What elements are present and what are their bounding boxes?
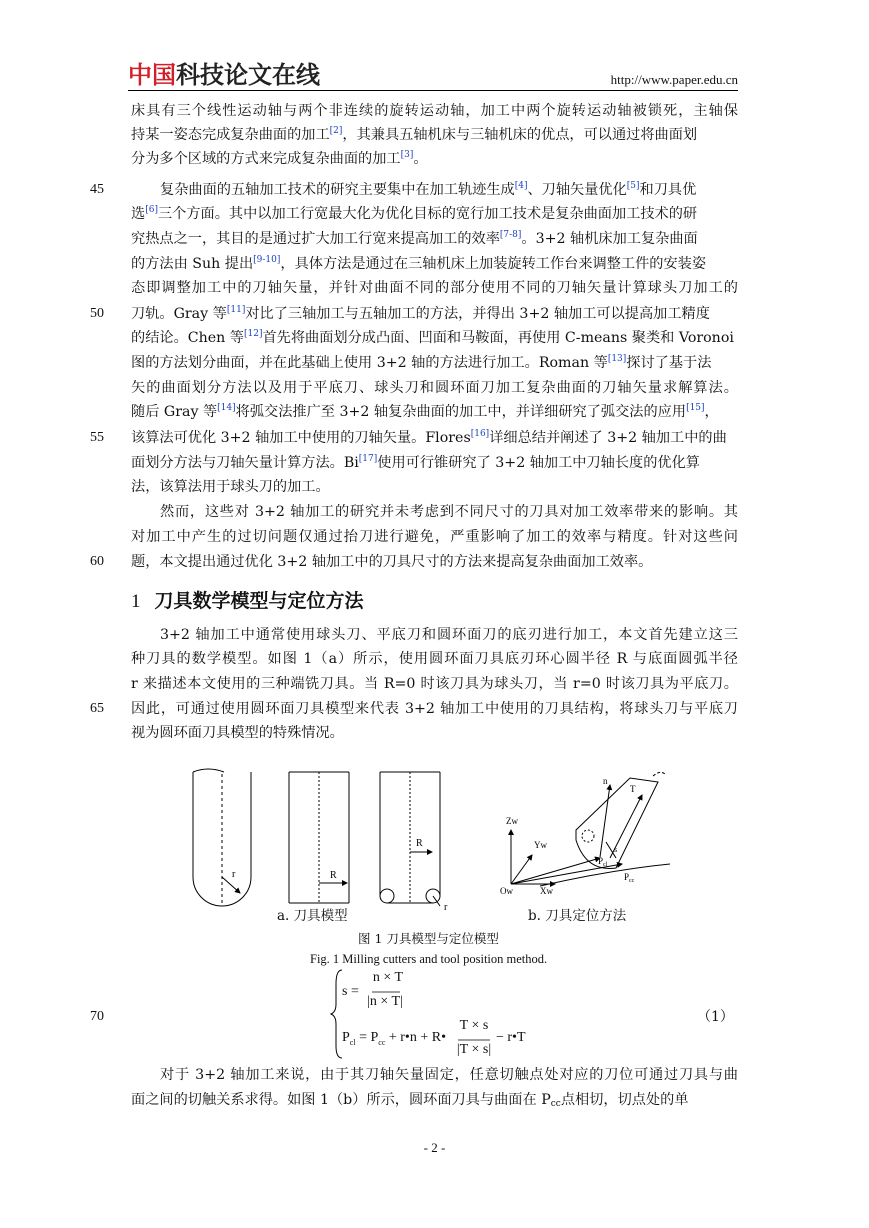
citation[interactable]: [9-10] [253, 255, 281, 265]
label-Pcl: $P_{cl}$ [598, 856, 608, 868]
citation[interactable]: [14] [217, 403, 236, 413]
equation-brace [330, 964, 550, 1064]
citation[interactable]: [16] [470, 429, 490, 439]
section-number: 1 [131, 591, 141, 612]
section-title: 刀具数学模型与定位方法 [154, 590, 364, 612]
citation[interactable]: [12] [243, 329, 263, 339]
body-line: 选[6]三个方面。其中以加工行宽最大化为优化目标的宽行加工技术是复杂曲面加工技术的研 [131, 205, 698, 222]
body-line: 的方法由 Suh 提出[9-10]，具体方法是通过在三轴机床上加装旋转工作台来调整工件的安装姿 [131, 255, 707, 272]
body-line: 因此，可通过使用圆环面刀具模型来代表 3+2 轴加工中使用的刀具结构，将球头刀与平底刀 [131, 701, 738, 717]
label-s: s [614, 845, 618, 854]
line-number: 65 [90, 701, 104, 716]
line-number: 45 [90, 182, 104, 197]
header-url[interactable]: http://www.paper.edu.cn [610, 72, 738, 87]
eq-s-lhs: s = [342, 984, 359, 999]
line-number: 60 [90, 554, 104, 569]
eq-p-num: T × s [459, 1018, 489, 1033]
citation[interactable]: [17] [358, 454, 378, 464]
equation-number: （1） [697, 1009, 734, 1025]
ball-end-cutter [193, 769, 251, 906]
body-line: r 来描述本文使用的三种端铣刀具。当 R=0 时该刀具为球头刀，当 r=0 时该刀具为平底刀。 [131, 676, 738, 692]
flat-end-cutter [289, 772, 349, 903]
logo-dark-part: 科技论文在线 [176, 61, 320, 89]
logo-red-part: 中国 [128, 61, 176, 89]
section-heading [131, 587, 364, 616]
citation[interactable]: [11] [226, 305, 246, 315]
label-Yw: Yw [534, 840, 547, 850]
body-line: 该算法可优化 3+2 轴加工中使用的刀轴矢量。Flores[16]详细总结并阐述了 3+2 轴加工中的曲 [131, 429, 727, 446]
citation[interactable]: [5] [626, 181, 640, 191]
line-number: 55 [90, 430, 104, 445]
eq-s-num: n × T [372, 970, 404, 985]
label-r-ball: r [232, 869, 236, 880]
body-line: 3+2 轴加工中通常使用球头刀、平底刀和圆环面刀的底刃进行加工，本文首先建立这三 [160, 627, 738, 643]
label-Pcc: $P_{cc}$ [624, 872, 635, 884]
eq-p-lhs: $P_{cl} = P_{cc}$ + r•n + R• [342, 1030, 446, 1047]
label-Ow: Ow [500, 886, 513, 896]
eq-s-den: |n × T| [367, 994, 403, 1009]
body-line: 视为圆环面刀具模型的特殊情况。 [131, 725, 344, 741]
label-n: n [603, 776, 608, 786]
body-line: 题，本文提出通过优化 3+2 轴加工中的刀具尺寸的方法来提高复杂曲面加工效率。 [131, 554, 653, 570]
label-Zw: Zw [506, 816, 518, 826]
body-line: 种刀具的数学模型。如图 1（a）所示，使用圆环面刀具底刃环心圆半径 R 与底面圆弧半径 [131, 651, 738, 667]
eq-p-den: |T × s| [456, 1042, 492, 1057]
positioning-diagram [511, 772, 670, 886]
citation[interactable]: [15] [686, 403, 705, 413]
body-line: 对于 3+2 轴加工来说，由于其刀轴矢量固定，任意切触点处对应的刀位可通过刀具与曲 [160, 1067, 738, 1083]
journal-logo [128, 58, 320, 92]
citation[interactable]: [2] [329, 126, 343, 136]
body-line: 面划分方法与刀轴矢量计算方法。Bi[17]使用可行锥研究了 3+2 轴加工中刀轴长度的优化算 [131, 454, 700, 471]
toroidal-cutter [380, 772, 440, 906]
line-number: 50 [90, 306, 104, 321]
figure-diagram [190, 760, 670, 910]
body-line: 矢的曲面划分方法以及用于平底刀、球头刀和圆环面刀加工复杂曲面的刀轴矢量求解算法。 [131, 380, 738, 396]
body-line: 分为多个区域的方式来完成复杂曲面的加工[3]。 [131, 150, 428, 167]
body-line: 随后 Gray 等[14]将弧交法推广至 3+2 轴复杂曲面的加工中，并详细研究了弧交法的应用[15]， [131, 403, 719, 420]
header-rule [128, 90, 738, 91]
body-line: 面之间的切触关系求得。如图 1（b）所示，圆环面刀具与曲面在 $P_{cc}$点相切，切点处的单 [131, 1092, 689, 1109]
label-R-flat: R [330, 870, 337, 881]
figure-caption-cn: 图 1 刀具模型与定位模型 [358, 931, 499, 946]
label-Xw: Xw [540, 886, 553, 896]
citation[interactable]: [13] [607, 354, 627, 364]
eq-p-tail: − r•T [496, 1030, 526, 1045]
citation[interactable]: [6] [145, 205, 158, 215]
label-T: T [630, 784, 636, 794]
body-line: 究热点之一，其目的是通过扩大加工行宽来提高加工的效率[7-8]。3+2 轴机床加工复杂曲面 [131, 230, 698, 247]
subfigure-b-label: b. 刀具定位方法 [528, 908, 627, 924]
citation[interactable]: [7-8] [499, 230, 522, 240]
body-line: 刀轨。Gray 等[11]对比了三轴加工与五轴加工的方法，并得出 3+2 轴加工可以提高加工精度 [131, 305, 710, 322]
body-line: 持某一姿态完成复杂曲面的加工[2]，其兼具五轴机床与三轴机床的优点，可以通过将曲面划 [131, 126, 698, 143]
label-R-toroid: R [416, 838, 423, 849]
body-line: 然而，这些对 3+2 轴加工的研究并未考虑到不同尺寸的刀具对加工效率带来的影响。其 [160, 504, 738, 520]
page-number: - 2 - [423, 1140, 446, 1155]
subfigure-a-label: a. 刀具模型 [277, 908, 348, 924]
body-line: 对加工中产生的过切问题仅通过抬刀进行避免，严重影响了加工的效率与精度。针对这些问 [131, 529, 738, 545]
body-line: 的结论。Chen 等[12]首先将曲面划分成凸面、凹面和马鞍面，再使用 C-means 聚类和 Voronoi [131, 329, 734, 346]
body-line: 法，该算法用于球头刀的加工。 [131, 479, 330, 495]
body-line: 态即调整加工中的刀轴矢量，并针对曲面不同的部分使用不同的刀轴矢量计算球头刀加工的 [131, 280, 738, 296]
body-line: 床具有三个线性运动轴与两个非连续的旋转运动轴，加工中两个旋转运动轴被锁死，主轴保 [131, 103, 738, 119]
figure-caption-en: Fig. 1 Milling cutters and tool position method. [310, 952, 548, 966]
label-r-toroid: r [444, 902, 448, 910]
citation[interactable]: [4] [514, 181, 528, 191]
body-line: 图的方法划分曲面，并在此基础上使用 3+2 轴的方法进行加工。Roman 等[13]探讨了基于法 [131, 354, 712, 371]
line-number: 70 [90, 1009, 104, 1024]
equation [330, 964, 550, 1064]
citation[interactable]: [3] [400, 150, 414, 160]
body-line: 复杂曲面的五轴加工技术的研究主要集中在加工轨迹生成[4]、刀轴矢量优化[5]和刀具优 [160, 181, 697, 198]
